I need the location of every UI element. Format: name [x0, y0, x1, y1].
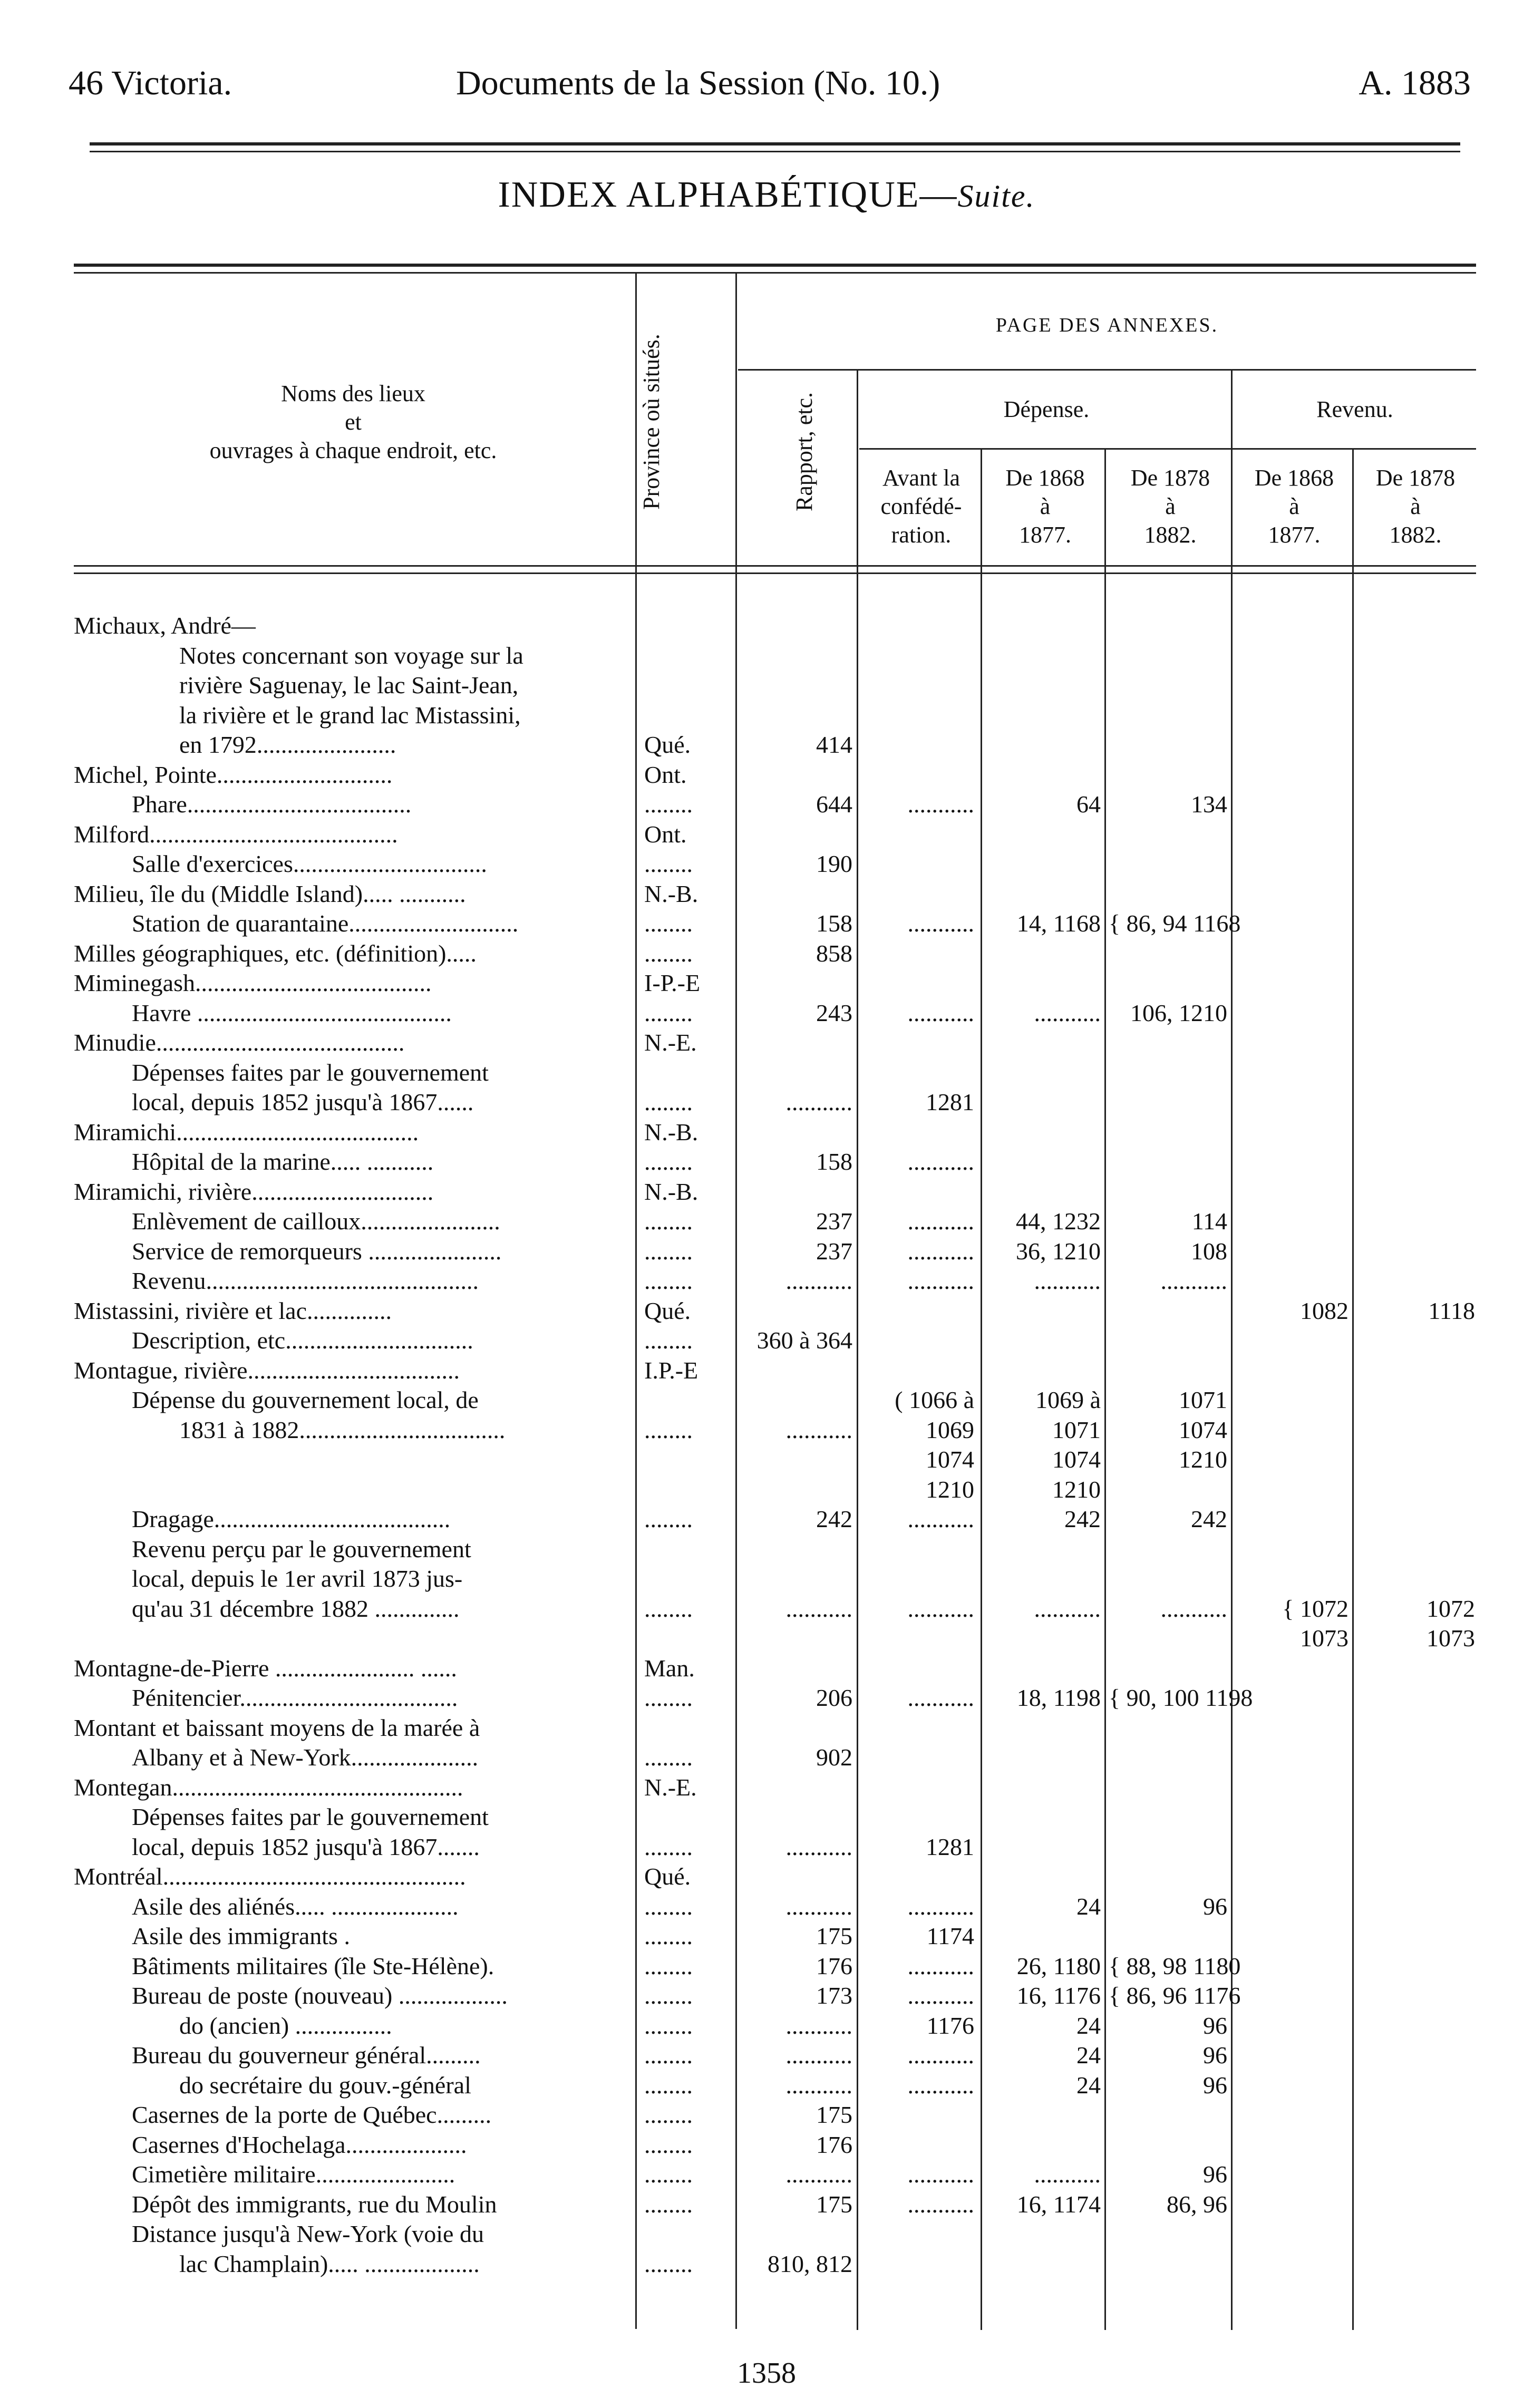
index-row: [74, 2190, 1476, 2219]
index-row: [74, 1178, 1476, 1206]
row-avant: 1281: [926, 1089, 974, 1115]
row-rap: ...........: [785, 2071, 852, 2099]
row-name: Havre ..........................................: [132, 999, 452, 1026]
row-rap: 158: [816, 910, 852, 937]
row-name: Hôpital de la marine..... ...........: [132, 1148, 434, 1175]
row-avant: ...........: [907, 1267, 974, 1294]
index-row: [74, 2220, 1476, 2248]
index-row: [74, 1475, 1476, 1504]
row-d1868: ...........: [1034, 2161, 1101, 2188]
row-prov: ........: [644, 910, 693, 937]
row-name: Milles géographiques, etc. (définition).....: [74, 939, 477, 967]
row-name: do secrétaire du gouv.-général: [179, 2071, 471, 2099]
index-row: [74, 1386, 1476, 1414]
index-row: [74, 1595, 1476, 1623]
row-rap: 243: [816, 999, 852, 1026]
index-row: [74, 2101, 1476, 2129]
row-name: Casernes d'Hochelaga....................: [132, 2131, 467, 2158]
row-prov: ........: [644, 1982, 693, 2009]
row-rap: 176: [816, 1952, 852, 1979]
row-rap: ...........: [785, 1416, 852, 1443]
row-avant: ...........: [907, 791, 974, 818]
row-name: Montréal..................................................: [74, 1863, 466, 1890]
row-name: Milieu, île du (Middle Island)..... ...........: [74, 880, 466, 907]
row-avant: ...........: [907, 1892, 974, 1920]
row-d1878: 86, 96: [1167, 2190, 1227, 2218]
row-rap: 810, 812: [768, 2250, 852, 2277]
row-d1878: 242: [1191, 1506, 1227, 1532]
index-row: [74, 2012, 1476, 2040]
index-row: [74, 2131, 1476, 2159]
row-rap: ...........: [785, 2012, 852, 2039]
row-prov: N.-E.: [644, 1029, 697, 1056]
row-prov: Qué.: [644, 1297, 691, 1324]
col-header-rapport: Rapport, etc.: [791, 392, 817, 511]
index-row: [74, 1267, 1476, 1295]
row-d1868: 64: [1076, 791, 1101, 818]
r1868-l3: 1877.: [1268, 522, 1321, 548]
row-prov: ........: [644, 939, 693, 967]
row-rap: 175: [816, 1922, 852, 1949]
row-name: en 1792.......................: [179, 731, 396, 758]
header-right: A. 1883: [1359, 64, 1471, 102]
col-names-line2: et: [345, 409, 362, 435]
row-d1868: 24: [1076, 2071, 1101, 2099]
row-d1878: 114: [1191, 1208, 1227, 1235]
r1868-l1: De 1868: [1254, 465, 1334, 491]
index-row: [74, 2160, 1476, 2189]
index-row: [74, 1982, 1476, 2010]
index-row: [74, 1118, 1476, 1147]
row-name: Michaux, André—: [74, 612, 256, 639]
col-header-d1868: [983, 464, 1107, 549]
row-rap: 206: [816, 1684, 852, 1711]
row-name: Asile des immigrants .: [132, 1922, 350, 1949]
row-prov: ........: [644, 2131, 693, 2158]
index-row: [74, 761, 1476, 789]
row-name: Description, etc...............................: [132, 1327, 473, 1354]
d1878-l1: De 1878: [1130, 465, 1210, 491]
row-avant: ...........: [907, 1595, 974, 1622]
index-row: [74, 999, 1476, 1027]
col-header-d1878: [1107, 464, 1234, 549]
row-name: local, depuis le 1er avril 1873 jus-: [132, 1565, 463, 1592]
row-name: rivière Saguenay, le lac Saint-Jean,: [179, 672, 519, 698]
row-d1868: 24: [1076, 2042, 1101, 2069]
page-title: [0, 174, 1533, 216]
row-name: Bureau du gouverneur général.........: [132, 2042, 481, 2069]
index-row: [74, 1862, 1476, 1891]
row-prov: N.-B.: [644, 1178, 698, 1205]
col-header-avant: [859, 464, 983, 549]
index-row: [74, 1922, 1476, 1950]
row-name: Casernes de la porte de Québec.........: [132, 2101, 492, 2128]
index-row: [74, 642, 1476, 670]
index-row: [74, 939, 1476, 968]
d1868-l1: De 1868: [1005, 465, 1085, 491]
header-center: Documents de la Session (No. 10.): [456, 64, 940, 102]
row-prov: ........: [644, 1506, 693, 1532]
index-row: [74, 2071, 1476, 2100]
row-name: Albany et à New-York.....................: [132, 1744, 479, 1771]
row-d1878: ...........: [1160, 1267, 1227, 1294]
row-d1868: 18, 1198: [1016, 1684, 1101, 1711]
avant-l3: ration.: [891, 522, 952, 548]
row-rap: ...........: [785, 1892, 852, 1920]
row-r1878: 1118: [1428, 1297, 1475, 1324]
row-rap: 414: [816, 731, 852, 758]
col-names-line3: ouvrages à chaque endroit, etc.: [209, 438, 497, 463]
row-name: la rivière et le grand lac Mistassini,: [179, 701, 521, 729]
row-avant: 1176: [926, 2012, 974, 2039]
index-row: [74, 1445, 1476, 1474]
index-row: [74, 1148, 1476, 1176]
row-prov: ........: [644, 999, 693, 1026]
index-row: [74, 1803, 1476, 1831]
row-name: Asile des aliénés..... .....................: [132, 1892, 459, 1920]
row-name: local, depuis 1852 jusqu'à 1867......: [132, 1089, 474, 1115]
row-prov: N.-E.: [644, 1773, 697, 1801]
index-row: [74, 969, 1476, 997]
row-name: Dragage.......................................: [132, 1506, 451, 1532]
row-rap: 242: [816, 1506, 852, 1532]
index-row: [74, 1714, 1476, 1742]
subheader-rule: [859, 448, 1476, 450]
row-avant: ...........: [907, 1506, 974, 1532]
d1868-l2: à: [1040, 493, 1051, 519]
row-name: Montagne-de-Pierre ....................... ......: [74, 1654, 457, 1682]
index-row: [74, 1088, 1476, 1116]
row-prov: ........: [644, 2071, 693, 2099]
row-name: lac Champlain)..... ...................: [179, 2250, 480, 2277]
row-name: Enlèvement de cailloux.......................: [132, 1208, 500, 1235]
r1878-l3: 1882.: [1389, 522, 1442, 548]
row-avant: 1281: [926, 1833, 974, 1860]
row-rap: ...........: [785, 2042, 852, 2069]
row-avant: ...........: [907, 1684, 974, 1711]
row-prov: I-P.-E: [644, 969, 701, 996]
running-header: [69, 63, 1471, 127]
annexes-rule: [738, 369, 1476, 371]
row-name: Dépense du gouvernement local, de: [132, 1386, 479, 1413]
row-prov: ........: [644, 2161, 693, 2188]
row-name: qu'au 31 décembre 1882 ..............: [132, 1595, 460, 1622]
row-prov: Qué.: [644, 1863, 691, 1890]
header-rule-thin: [90, 151, 1460, 152]
row-avant: ...........: [907, 2042, 974, 2069]
row-d1878: { 86, 94 1168: [1109, 910, 1241, 937]
table-top-rule: [74, 264, 1476, 267]
row-avant: ...........: [907, 1952, 974, 1979]
table-top-rule-thin: [74, 272, 1476, 274]
d1868-l3: 1877.: [1019, 522, 1071, 548]
index-row: [74, 701, 1476, 730]
index-row: [74, 1326, 1476, 1355]
row-d1878: 96: [1203, 2042, 1227, 2069]
header-rule: [90, 142, 1460, 145]
index-row: [74, 611, 1476, 640]
row-name: Mistassini, rivière et lac..............: [74, 1297, 392, 1324]
row-prov: ........: [644, 1148, 693, 1175]
row-avant: 1210: [926, 1475, 974, 1503]
row-name: Revenu perçu par le gouvernement: [132, 1535, 471, 1562]
row-name: Michel, Pointe.............................: [74, 761, 393, 788]
row-prov: ........: [644, 850, 693, 877]
index-row: [74, 1237, 1476, 1266]
row-d1878: 106, 1210: [1130, 999, 1227, 1026]
row-name: Milford.........................................: [74, 820, 398, 848]
row-d1878: 96: [1203, 1892, 1227, 1920]
index-row: [74, 850, 1476, 878]
row-d1868: 16, 1176: [1016, 1982, 1101, 2009]
row-rap: 237: [816, 1208, 852, 1235]
row-d1868: 242: [1064, 1506, 1101, 1532]
row-d1878: ...........: [1160, 1595, 1227, 1622]
index-row: [74, 1416, 1476, 1444]
row-prov: ........: [644, 2190, 693, 2218]
row-rap: ...........: [785, 2161, 852, 2188]
col-header-r1878: [1355, 464, 1476, 549]
row-name: Miramichi, rivière..............................: [74, 1178, 434, 1205]
row-avant: ...........: [907, 1148, 974, 1175]
row-name: local, depuis 1852 jusqu'à 1867.......: [132, 1833, 480, 1860]
row-d1878: 1210: [1179, 1446, 1227, 1473]
index-row: [74, 1356, 1476, 1385]
row-prov: ........: [644, 1327, 693, 1354]
row-name: Dépôt des immigrants, rue du Moulin: [132, 2190, 497, 2218]
row-name: Montague, rivière...................................: [74, 1356, 460, 1384]
row-name: Dépenses faites par le gouvernement: [132, 1059, 489, 1086]
row-name: Bureau de poste (nouveau) ..................: [132, 1982, 508, 2009]
row-prov: ........: [644, 2012, 693, 2039]
row-d1868: ...........: [1034, 1595, 1101, 1622]
row-prov: ........: [644, 1952, 693, 1979]
index-row: [74, 1952, 1476, 1980]
col-header-names: [74, 380, 633, 465]
page-number: 1358: [737, 2357, 796, 2390]
row-avant: ( 1066 à: [895, 1386, 974, 1413]
row-d1878: 108: [1191, 1237, 1227, 1265]
index-row: [74, 909, 1476, 938]
row-name: Miramichi........................................: [74, 1118, 419, 1145]
row-name: 1831 à 1882..................................: [179, 1416, 506, 1443]
row-prov: ........: [644, 791, 693, 818]
row-avant: ...........: [907, 2071, 974, 2099]
row-r1878: 1072: [1427, 1595, 1475, 1622]
row-rap: 644: [816, 791, 852, 818]
row-prov: ........: [644, 1267, 693, 1294]
row-d1868: 44, 1232: [1016, 1208, 1101, 1235]
row-name: Montegan................................................: [74, 1773, 463, 1801]
index-row: [74, 1624, 1476, 1653]
row-rap: 360 à 364: [756, 1327, 852, 1354]
row-avant: 1069: [926, 1416, 974, 1443]
row-rap: ...........: [785, 1267, 852, 1294]
row-r1868: 1073: [1300, 1625, 1348, 1652]
row-prov: Ont.: [644, 820, 687, 848]
row-name: Bâtiments militaires (île Ste-Hélène).: [132, 1952, 494, 1979]
header-bottom-rule-thin: [74, 572, 1476, 574]
col-header-depense: Dépense.: [1003, 396, 1090, 422]
d1878-l3: 1882.: [1144, 522, 1197, 548]
row-prov: ........: [644, 1684, 693, 1711]
d1878-l2: à: [1165, 493, 1176, 519]
row-prov: ........: [644, 2101, 693, 2128]
row-avant: ...........: [907, 910, 974, 937]
r1868-l2: à: [1289, 493, 1299, 519]
col-header-province: Province où situés.: [638, 334, 664, 510]
row-rap: 175: [816, 2101, 852, 2128]
row-name: do (ancien) ................: [179, 2012, 392, 2039]
row-r1868: { 1072: [1282, 1595, 1348, 1622]
row-prov: ........: [644, 1892, 693, 1920]
row-name: Revenu.............................................: [132, 1267, 479, 1294]
title-main: INDEX ALPHABÉTIQUE—: [498, 174, 958, 215]
index-row: [74, 1297, 1476, 1325]
row-avant: ...........: [907, 1982, 974, 2009]
row-d1868: 1074: [1052, 1446, 1101, 1473]
row-prov: ........: [644, 1089, 693, 1115]
index-row: [74, 671, 1476, 700]
row-d1878: { 90, 100 1198: [1109, 1684, 1253, 1711]
index-row: [74, 1892, 1476, 1921]
row-avant: ...........: [907, 1208, 974, 1235]
row-d1878: 1074: [1179, 1416, 1227, 1443]
index-row: [74, 1833, 1476, 1861]
row-prov: ........: [644, 1208, 693, 1235]
row-name: Pénitencier....................................: [132, 1684, 458, 1711]
row-prov: ........: [644, 1595, 693, 1622]
index-row: [74, 1505, 1476, 1533]
col-header-r1868: [1234, 464, 1355, 549]
row-d1868: 14, 1168: [1016, 910, 1101, 937]
row-r1868: 1082: [1300, 1297, 1348, 1324]
row-d1878: 96: [1203, 2071, 1227, 2099]
header-bottom-rule: [74, 565, 1476, 567]
row-d1878: 1071: [1179, 1386, 1227, 1413]
row-avant: 1074: [926, 1446, 974, 1473]
row-d1878: { 88, 98 1180: [1109, 1952, 1241, 1979]
index-row: [74, 731, 1476, 759]
index-row: [74, 1565, 1476, 1593]
row-d1878: 134: [1191, 791, 1227, 818]
row-avant: ...........: [907, 2161, 974, 2188]
row-name: Miminegash.......................................: [74, 969, 432, 996]
index-row: [74, 820, 1476, 849]
index-row: [74, 1535, 1476, 1564]
row-prov: ........: [644, 1416, 693, 1443]
row-rap: 158: [816, 1148, 852, 1175]
row-d1868: 1210: [1052, 1475, 1101, 1503]
row-prov: N.-B.: [644, 880, 698, 907]
row-prov: ........: [644, 1237, 693, 1265]
row-name: Station de quarantaine............................: [132, 910, 519, 937]
row-name: Service de remorqueurs ......................: [132, 1237, 502, 1265]
row-r1878: 1073: [1427, 1625, 1475, 1652]
row-prov: ........: [644, 1922, 693, 1949]
index-row: [74, 1654, 1476, 1683]
row-name: Cimetière militaire.......................: [132, 2161, 455, 2188]
row-prov: Man.: [644, 1654, 695, 1682]
row-prov: ........: [644, 2042, 693, 2069]
row-prov: N.-B.: [644, 1118, 698, 1145]
row-prov: Ont.: [644, 761, 687, 788]
row-d1868: ...........: [1034, 999, 1101, 1026]
header-left: 46 Victoria.: [69, 64, 232, 102]
index-row: [74, 1773, 1476, 1802]
row-rap: 176: [816, 2131, 852, 2158]
row-d1868: 1071: [1052, 1416, 1101, 1443]
row-name: Minudie.........................................: [74, 1029, 405, 1056]
row-rap: 237: [816, 1237, 852, 1265]
row-prov: I.P.-E: [644, 1356, 698, 1384]
row-avant: ...........: [907, 999, 974, 1026]
row-prov: Qué.: [644, 731, 691, 758]
index-row: [74, 1059, 1476, 1087]
row-rap: 858: [816, 939, 852, 967]
col-names-line1: Noms des lieux: [281, 381, 425, 406]
r1878-l2: à: [1410, 493, 1421, 519]
index-row: [74, 1743, 1476, 1772]
index-row: [74, 1207, 1476, 1236]
row-d1868: 36, 1210: [1016, 1237, 1101, 1265]
row-d1868: 16, 1174: [1016, 2190, 1101, 2218]
row-prov: ........: [644, 1744, 693, 1771]
row-d1878: { 86, 96 1176: [1109, 1982, 1241, 2009]
index-row: [74, 1684, 1476, 1712]
row-name: Montant et baissant moyens de la marée à: [74, 1714, 480, 1741]
index-row: [74, 1028, 1476, 1057]
row-d1868: 26, 1180: [1016, 1952, 1101, 1979]
row-avant: ...........: [907, 2190, 974, 2218]
row-name: Salle d'exercices................................: [132, 850, 487, 877]
row-name: Distance jusqu'à New-York (voie du: [132, 2220, 484, 2247]
index-row: [74, 790, 1476, 819]
index-row: [74, 2250, 1476, 2278]
row-rap: 175: [816, 2190, 852, 2218]
row-d1878: 96: [1203, 2012, 1227, 2039]
row-prov: ........: [644, 2250, 693, 2277]
col-header-revenu: Revenu.: [1316, 396, 1393, 422]
row-d1868: 24: [1076, 2012, 1101, 2039]
row-rap: ...........: [785, 1089, 852, 1115]
row-d1878: 96: [1203, 2161, 1227, 2188]
avant-l1: Avant la: [882, 465, 960, 491]
row-rap: 173: [816, 1982, 852, 2009]
row-name: Phare.....................................: [132, 791, 412, 818]
row-avant: 1174: [926, 1922, 974, 1949]
row-prov: ........: [644, 1833, 693, 1860]
r1878-l1: De 1878: [1375, 465, 1456, 491]
row-d1868: 1069 à: [1035, 1386, 1101, 1413]
row-rap: 902: [816, 1744, 852, 1771]
row-name: Dépenses faites par le gouvernement: [132, 1803, 489, 1830]
index-row: [74, 2041, 1476, 2070]
avant-l2: confédé-: [880, 493, 962, 519]
col-header-annexes: PAGE DES ANNEXES.: [995, 314, 1219, 336]
title-suffix: Suite.: [957, 179, 1035, 213]
row-d1868: ...........: [1034, 1267, 1101, 1294]
index-row: [74, 880, 1476, 908]
row-avant: ...........: [907, 1237, 974, 1265]
row-rap: 190: [816, 850, 852, 877]
row-name: Notes concernant son voyage sur la: [179, 642, 523, 669]
row-rap: ...........: [785, 1833, 852, 1860]
row-d1868: 24: [1076, 1892, 1101, 1920]
row-rap: ...........: [785, 1595, 852, 1622]
